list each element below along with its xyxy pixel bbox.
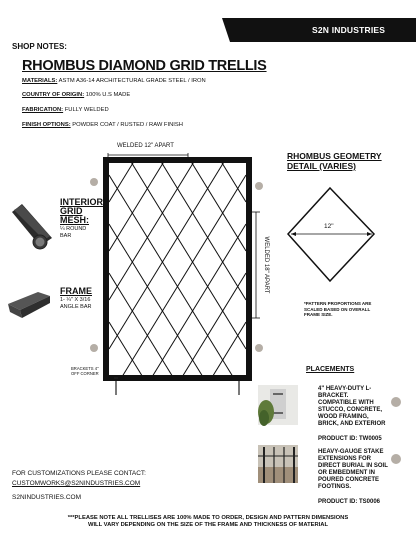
pattern-note: *PATTERN PROPORTIONS ARE SCALED BASED ON OVERALL FRAME SIZE.	[304, 301, 372, 317]
page-title: RHOMBUS DIAMOND GRID TRELLIS	[22, 58, 267, 74]
welded-top-label: WELDED 12" APART	[117, 143, 174, 149]
geometry-title: RHOMBUS GEOMETRY DETAIL (VARIES)	[287, 151, 382, 171]
geometry-dimension: 12"	[324, 223, 334, 230]
product-id: PRODUCT ID: TS0006	[318, 499, 381, 505]
contact-email[interactable]: CUSTOMWORKS@S2NINDUSTRIES.COM	[12, 480, 141, 487]
brand-name: S2N INDUSTRIES	[312, 25, 386, 35]
spec-fabrication: FABRICATION: FULLY WELDED	[22, 107, 109, 113]
mount-dot	[90, 178, 98, 186]
contact-line: FOR CUSTOMIZATIONS PLEASE CONTACT:	[12, 470, 146, 477]
stake-extension-image	[258, 445, 298, 483]
mount-dot	[391, 397, 401, 407]
spec-finish: FINISH OPTIONS: POWDER COAT / RUSTED / RAW FINISH	[22, 122, 183, 128]
mount-dot	[391, 454, 401, 464]
spec-materials: MATERIALS: ASTM A36-14 ARCHITECTURAL GRADE STEEL / IRON	[22, 78, 206, 84]
brackets-note: BRACKETS 4" OFF CORNER	[71, 366, 99, 376]
mount-dot	[90, 344, 98, 352]
product-description: 4" HEAVY-DUTY L- BRACKET. COMPATIBLE WITH STUCCO, CONCRETE, WOOD FRAMING, BRICK, AND EXTERIOR	[318, 386, 386, 427]
mount-dot	[255, 344, 263, 352]
angle-bar-image	[8, 292, 50, 318]
website-link[interactable]: S2NINDUSTRIES.COM	[12, 494, 81, 501]
footer-note: ***PLEASE NOTE ALL TRELLISES ARE 100% MADE TO ORDER, DESIGN AND PATTERN DIMENSIONS WILL VARY DEPENDING ON THE SIZE OF THE FRAME AND THICKNESS OF MATERIAL	[67, 515, 349, 528]
frame-label: FRAME 1- ¼" X 3/16 ANGLE BAR	[60, 286, 92, 310]
l-bracket-image	[258, 385, 298, 426]
placements-heading: PLACEMENTS	[306, 366, 355, 373]
product-id: PRODUCT ID: TW0005	[318, 436, 382, 442]
spec-origin: COUNTRY OF ORIGIN: 100% U.S MADE	[22, 92, 131, 98]
interior-mesh-label: INTERIOR GRID MESH: ¼ ROUND BAR	[60, 197, 104, 239]
shop-notes-heading: SHOP NOTES:	[12, 42, 67, 51]
round-bar-image	[12, 204, 52, 249]
welded-side-label: WELDED 18" APART	[263, 236, 269, 294]
product-description: HEAVY-GAUGE STAKE EXTENSIONS FOR DIRECT BURIAL IN SOIL OR EMBEDMENT IN POURED CONCRETE FOOTINGS.	[318, 449, 388, 490]
mount-dot	[255, 182, 263, 190]
